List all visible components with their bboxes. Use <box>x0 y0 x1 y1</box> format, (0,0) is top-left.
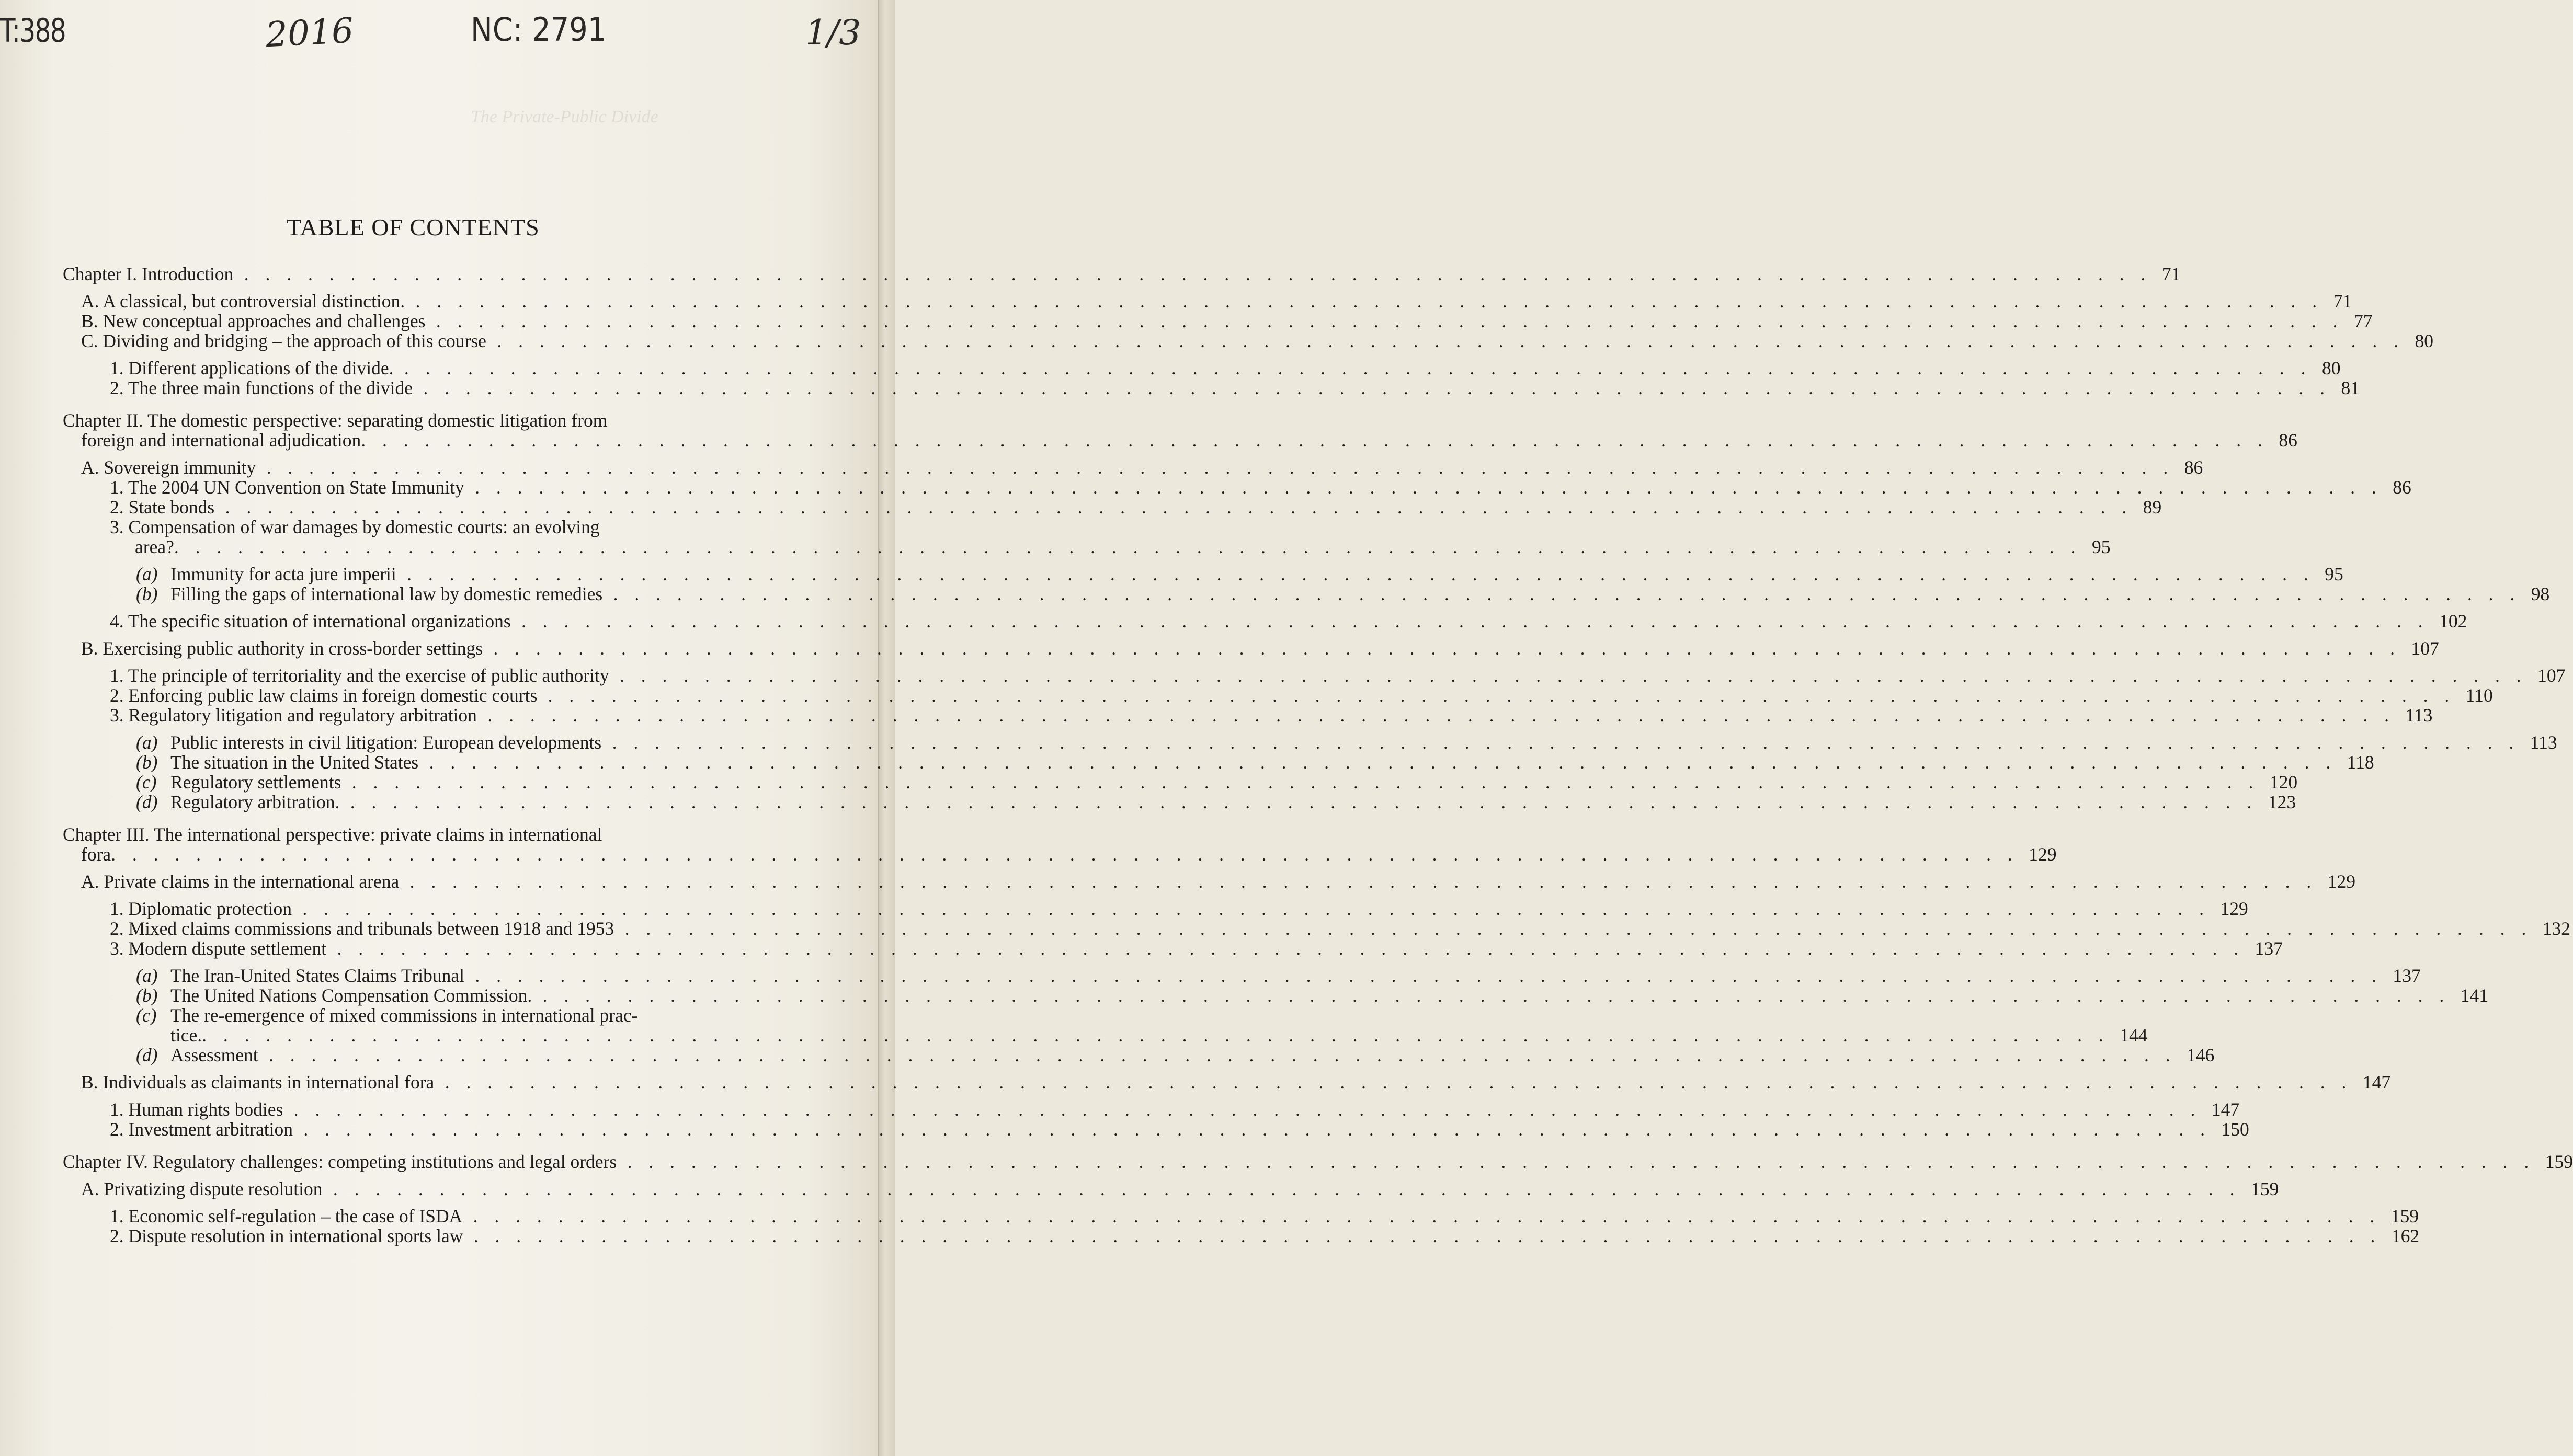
toc-entry-text: A. Private claims in the international arena <box>81 871 400 892</box>
toc-entry <box>58 1206 2419 1226</box>
toc-entry <box>58 1005 2148 1046</box>
toc-entry <box>58 564 2343 584</box>
toc-entry-text: Chapter I. Introduction <box>63 263 234 284</box>
dot-leader: . . . . . . . . . . . . . . . . . . . . . . . . . . . . . . . . . . . . . . . . . . . . . . . . . . . . . . . . . . . . . . . . . . . . . . . . . . . . . . . . . . . . . . . . . . <box>405 291 2323 312</box>
dot-leader: . . . . . . . . . . . . . . . . . . . . . . . . . . . . . . . . . . . . . . . . . . . . . . . . . . . . . . . . . . . . . . . . . . . . . . . . . . . . . . . . . . . . . . . . . . <box>396 564 2315 584</box>
toc-page-number: 110 <box>2465 685 2493 706</box>
toc-entry <box>58 1099 2240 1120</box>
toc-page-number: 137 <box>2393 965 2421 986</box>
toc-page-number: 107 <box>2537 665 2566 686</box>
toc-entry <box>58 497 2162 518</box>
toc-entry-label: (a) <box>136 732 158 753</box>
toc-entry <box>58 985 2488 1006</box>
dot-leader: . . . . . . . . . . . . . . . . . . . . . . . . . . . . . . . . . . . . . . . . . . . . . . . . . . . . . . . . . . . . . . . . . . . . . . . . . . . . . . . . . . . . . . . . . . <box>601 732 2520 753</box>
toc-page-number: 71 <box>2333 291 2352 312</box>
dot-leader: . . . . . . . . . . . . . . . . . . . . . . . . . . . . . . . . . . . . . . . . . . . . . . . . . . . . . . . . . . . . . . . . . . . . . . . . . . . . . . . . . . . . . . . . . . <box>283 1099 2201 1120</box>
toc-entry <box>58 1119 2249 1140</box>
dot-leader: . . . . . . . . . . . . . . . . . . . . . . . . . . . . . . . . . . . . . . . . . . . . . . . . . . . . . . . . . . . . . . . . . . . . . . . . . . . . . . . . . . . . . . . . . . <box>532 985 2450 1006</box>
toc-page-number: 81 <box>2341 377 2360 398</box>
toc-page-number: 123 <box>2268 792 2296 812</box>
toc-entry <box>58 611 2467 632</box>
toc-entry <box>58 358 2341 379</box>
toc-entry-text: Chapter III. The international perspective: private claims in international <box>63 824 602 845</box>
toc-entry-text: The re-emergence of mixed commissions in international prac- <box>170 1005 638 1026</box>
toc-entry <box>58 311 2373 331</box>
dot-leader: . . . . . . . . . . . . . . . . . . . . . . . . . . . . . . . . . . . . . . . . . . . . . . . . . . . . . . . . . . . . . . . . . . . . . . . . . . . . . . . . . . . . . . . . . . <box>258 1045 2177 1065</box>
toc-page-number: 150 <box>2221 1119 2249 1140</box>
toc-entry-text: A. Privatizing dispute resolution <box>81 1178 323 1199</box>
toc-entry-text: The situation in the United States <box>170 752 419 773</box>
toc-page-number: 129 <box>2327 871 2355 892</box>
toc-entry <box>58 1225 2420 1246</box>
toc-entry <box>58 871 2355 892</box>
toc-entry-text: 1. Human rights bodies <box>110 1099 283 1120</box>
handwritten-call-number: T:388 <box>0 12 66 50</box>
page-title: TABLE OF CONTENTS <box>287 214 540 240</box>
toc-entry-label: (c) <box>136 1005 157 1026</box>
toc-entry-text: 1. The 2004 UN Convention on State Immunity <box>110 477 464 498</box>
toc-entry-text: 1. Different applications of the divide. <box>110 358 394 379</box>
toc-page-number: 118 <box>2347 752 2374 773</box>
toc-entry-text: 2. The three main functions of the divide <box>110 377 413 398</box>
toc-entry-label: (d) <box>136 1045 158 1065</box>
dot-leader: . . . . . . . . . . . . . . . . . . . . . . . . . . . . . . . . . . . . . . . . . . . . . . . . . . . . . . . . . . . . . . . . . . . . . . . . . . . . . . . . . . . . . . . . . . <box>425 311 2343 331</box>
dot-leader: . . . . . . . . . . . . . . . . . . . . . . . . . . . . . . . . . . . . . . . . . . . . . . . . . . . . . . . . . . . . . . . . . . . . . . . . . . . . . . . . . . . . . . . . . . <box>464 477 2383 498</box>
dot-leader: . . . . . . . . . . . . . . . . . . . . . . . . . . . . . . . . . . . . . . . . . . . . . . . . . . . . . . . . . . . . . . . . . . . . . . . . . . . . . . . . . . . . . . . . . . <box>537 685 2455 706</box>
toc-entry <box>58 477 2411 498</box>
toc-entry-text: Chapter II. The domestic perspective: separating domestic litigation from <box>63 410 608 431</box>
toc-entry-text: B. Exercising public authority in cross-border settings <box>81 638 483 659</box>
bleed-through-header: The Private-Public Divide <box>471 107 658 127</box>
toc-page-number: 80 <box>2415 330 2433 351</box>
toc-entry-text: 2. Dispute resolution in international sports law <box>110 1225 463 1246</box>
handwritten-volume: 1/3 <box>805 13 861 53</box>
dot-leader: . . . . . . . . . . . . . . . . . . . . . . . . . . . . . . . . . . . . . . . . . . . . . . . . . . . . . . . . . . . . . . . . . . . . . . . . . . . . . . . . . . . . . . . . . . <box>256 457 2174 478</box>
toc-entry-text: 3. Compensation of war damages by domestic courts: an evolving <box>110 517 600 537</box>
dot-leader: . . . . . . . . . . . . . . . . . . . . . . . . . . . . . . . . . . . . . . . . . . . . . . . . . . . . . . . . . . . . . . . . . . . . . . . . . . . . . . . . . . . . . . . . . . <box>463 1225 2381 1246</box>
toc-page-number: 102 <box>2439 611 2467 632</box>
handwritten-nc-number: NC: 2791 <box>471 10 607 49</box>
toc-entry-text: 1. Diplomatic protection <box>110 898 292 919</box>
toc-entry <box>58 638 2439 659</box>
toc-entry-continuation: foreign and international adjudication <box>81 430 361 451</box>
toc-entry-text: 2. Mixed claims commissions and tribunals between 1918 and 1953 <box>110 918 614 939</box>
toc-entry <box>58 330 2433 351</box>
toc-entry-text: 2. Enforcing public law claims in foreign domestic courts <box>110 685 538 706</box>
toc-entry-text: 3. Modern dispute settlement <box>110 938 327 959</box>
toc-entry <box>58 938 2283 959</box>
toc-page-number: 113 <box>2405 705 2433 726</box>
toc-page-number: 147 <box>2211 1099 2240 1120</box>
dot-leader: . . . . . . . . . . . . . . . . . . . . . . . . . . . . . . . . . . . . . . . . . . . . . . . . . . . . . . . . . . . . . . . . . . . . . . . . . . . . . . . . . . . . . . . . . . <box>174 536 2081 557</box>
dot-leader: . . . . . . . . . . . . . . . . . . . . . . . . . . . . . . . . . . . . . . . . . . . . . . . . . . . . . . . . . . . . . . . . . . . . . . . . . . . . . . . . . . . . . . . . . . <box>292 1119 2211 1140</box>
toc-entry <box>58 1045 2215 1065</box>
dot-leader: . . . . . . . . . . . . . . . . . . . . . . . . . . . . . . . . . . . . . . . . . . . . . . . . . . . . . . . . . . . . . . . . . . . . . . . . . . . . . . . . . . . . . . . . . . <box>434 1072 2352 1093</box>
toc-page-number: 137 <box>2255 938 2283 959</box>
dot-leader: . . . . . . . . . . . . . . . . . . . . . . . . . . . . . . . . . . . . . . . . . . . . . . . . . . . . . . . . . . . . . . . . . . . . . . . . . . . . . . . . . . . . . . . . . . <box>413 377 2331 398</box>
toc-entry-text: B. Individuals as claimants in international fora <box>81 1072 435 1093</box>
toc-page-number: 141 <box>2460 985 2488 1006</box>
toc-entry-text: 4. The specific situation of international organizations <box>110 611 511 632</box>
dot-leader: . . . . . . . . . . . . . . . . . . . . . . . . . . . . . . . . . . . . . . . . . . . . . . . . . . . . . . . . . . . . . . . . . . . . . . . . . . . . . . . . . . . . . . . . . . <box>339 792 2258 812</box>
dot-leader: . . . . . . . . . . . . . . . . . . . . . . . . . . . . . . . . . . . . . . . . . . . . . . . . . . . . . . . . . . . . . . . . . . . . . . . . . . . . . . . . . . . . . . . . . . <box>602 583 2521 604</box>
toc-entry <box>58 898 2248 919</box>
dot-leader: . . . . . . . . . . . . . . . . . . . . . . . . . . . . . . . . . . . . . . . . . . . . . . . . . . . . . . . . . . . . . . . . . . . . . . . . . . . . . . . . . . . . . . . . . . <box>418 752 2337 773</box>
dot-leader: . . . . . . . . . . . . . . . . . . . . . . . . . . . . . . . . . . . . . . . . . . . . . . . . . . . . . . . . . . . . . . . . . . . . . . . . . . . . . . . . . . . . . . . . . . <box>393 358 2312 379</box>
toc-page-number: 98 <box>2531 583 2550 604</box>
toc-entry-text: C. Dividing and bridging – the approach of this course <box>81 330 486 351</box>
dot-leader: . . . . . . . . . . . . . . . . . . . . . . . . . . . . . . . . . . . . . . . . . . . . . . . . . . . . . . . . . . . . . . . . . . . . . . . . . . . . . . . . . . . . . . . . . . <box>609 665 2528 686</box>
toc-page-number: 71 <box>2161 263 2181 284</box>
toc-page-number: 159 <box>2545 1151 2573 1172</box>
toc-entry <box>58 583 2550 604</box>
toc-entry <box>58 377 2360 398</box>
toc-entry-text: A. Sovereign immunity <box>81 457 256 478</box>
toc-page-number: 113 <box>2530 732 2557 753</box>
toc-entry <box>58 705 2433 726</box>
toc-entry-text: Chapter IV. Regulatory challenges: competing institutions and legal orders <box>63 1151 617 1172</box>
toc-entry <box>58 732 2557 753</box>
toc-entry-text: Immunity for acta jure imperii <box>170 564 396 584</box>
toc-entry-label: (a) <box>136 965 158 986</box>
toc-chapter-entry <box>58 824 2057 865</box>
toc-entry <box>58 1178 2279 1199</box>
dot-leader: . . . . . . . . . . . . . . . . . . . . . . . . . . . . . . . . . . . . . . . . . . . . . . . . . . . . . . . . . . . . . . . . . . . . . . . . . . . . . . . . . . . . . . . . . . <box>486 330 2405 351</box>
toc-entry-label: (a) <box>136 564 158 584</box>
dot-leader: . . . . . . . . . . . . . . . . . . . . . . . . . . . . . . . . . . . . . . . . . . . . . . . . . . . . . . . . . . . . . . . . . . . . . . . . . . . . . . . . . . . . . . . . . . <box>462 1206 2381 1226</box>
toc-entry <box>58 772 2298 793</box>
toc-entry-continuation: tice. <box>170 1025 202 1046</box>
toc-page-number: 144 <box>2120 1025 2148 1046</box>
toc-entry-label: (c) <box>136 772 157 793</box>
dot-leader: . . . . . . . . . . . . . . . . . . . . . . . . . . . . . . . . . . . . . . . . . . . . . . . . . . . . . . . . . . . . . . . . . . . . . . . . . . . . . . . . . . . . . . . . . . <box>483 638 2401 659</box>
toc-page-number: 159 <box>2250 1178 2279 1199</box>
toc-entry <box>58 792 2296 812</box>
toc-entry-continuation: area? <box>135 536 174 557</box>
toc-page-number: 95 <box>2325 564 2343 584</box>
toc-entry <box>58 752 2374 773</box>
toc-page-number: 162 <box>2391 1225 2420 1246</box>
toc-page-number: 129 <box>2029 844 2057 865</box>
dot-leader: . . . . . . . . . . . . . . . . . . . . . . . . . . . . . . . . . . . . . . . . . . . . . . . . . . . . . . . . . . . . . . . . . . . . . . . . . . . . . . . . . . . . . . . . . . <box>361 430 2269 451</box>
toc-entry <box>58 1072 2391 1093</box>
toc-entry <box>58 665 2566 686</box>
toc-entry <box>58 291 2352 312</box>
toc-entry-text: 1. Economic self-regulation – the case of ISDA <box>110 1206 463 1226</box>
toc-entry-text: Filling the gaps of international law by domestic remedies <box>170 583 603 604</box>
toc-page-number: 80 <box>2322 358 2341 379</box>
toc-page-number: 120 <box>2269 772 2298 793</box>
dot-leader: . . . . . . . . . . . . . . . . . . . . . . . . . . . . . . . . . . . . . . . . . . . . . . . . . . . . . . . . . . . . . . . . . . . . . . . . . . . . . . . . . . . . . . . . . . <box>617 1151 2535 1172</box>
toc-page-number: 132 <box>2542 918 2571 939</box>
dot-leader: . . . . . . . . . . . . . . . . . . . . . . . . . . . . . . . . . . . . . . . . . . . . . . . . . . . . . . . . . . . . . . . . . . . . . . . . . . . . . . . . . . . . . . . . . . <box>326 938 2245 959</box>
dot-leader: . . . . . . . . . . . . . . . . . . . . . . . . . . . . . . . . . . . . . . . . . . . . . . . . . . . . . . . . . . . . . . . . . . . . . . . . . . . . . . . . . . . . . . . . . . <box>233 263 2151 284</box>
table-of-contents <box>58 263 2573 1246</box>
toc-entry-label: (b) <box>136 752 158 773</box>
dot-leader: . . . . . . . . . . . . . . . . . . . . . . . . . . . . . . . . . . . . . . . . . . . . . . . . . . . . . . . . . . . . . . . . . . . . . . . . . . . . . . . . . . . . . . . . . . <box>202 1025 2110 1046</box>
dot-leader: . . . . . . . . . . . . . . . . . . . . . . . . . . . . . . . . . . . . . . . . . . . . . . . . . . . . . . . . . . . . . . . . . . . . . . . . . . . . . . . . . . . . . . . . . . <box>322 1178 2240 1199</box>
dot-leader: . . . . . . . . . . . . . . . . . . . . . . . . . . . . . . . . . . . . . . . . . . . . . . . . . . . . . . . . . . . . . . . . . . . . . . . . . . . . . . . . . . . . . . . . . . <box>341 772 2259 793</box>
toc-entry-label: (d) <box>136 792 158 812</box>
toc-entry-label: (b) <box>136 583 158 604</box>
toc-entry-text: Public interests in civil litigation: European developments <box>170 732 602 753</box>
toc-entry <box>58 685 2493 706</box>
toc-page-number: 159 <box>2390 1206 2419 1226</box>
toc-page-number: 86 <box>2184 457 2203 478</box>
toc-entry <box>58 517 2111 557</box>
toc-entry-text: 1. The principle of territoriality and the exercise of public authority <box>110 665 609 686</box>
toc-entry-text: The Iran-United States Claims Tribunal <box>170 965 465 986</box>
handwritten-year: 2016 <box>265 10 355 55</box>
dot-leader: . . . . . . . . . . . . . . . . . . . . . . . . . . . . . . . . . . . . . . . . . . . . . . . . . . . . . . . . . . . . . . . . . . . . . . . . . . . . . . . . . . . . . . . . . . <box>510 611 2429 632</box>
toc-entry <box>58 457 2203 478</box>
toc-entry <box>58 918 2571 939</box>
toc-page-number: 86 <box>2279 430 2297 451</box>
toc-entry-text: A. A classical, but controversial distinction. <box>81 291 405 312</box>
toc-page-number: 89 <box>2143 497 2162 518</box>
toc-entry-text: Regulatory arbitration. <box>170 792 340 812</box>
toc-page-number: 95 <box>2091 536 2111 557</box>
dot-leader: . . . . . . . . . . . . . . . . . . . . . . . . . . . . . . . . . . . . . . . . . . . . . . . . . . . . . . . . . . . . . . . . . . . . . . . . . . . . . . . . . . . . . . . . . . <box>214 497 2133 518</box>
toc-entry-text: B. New conceptual approaches and challenges <box>81 311 426 331</box>
toc-entry-text: Assessment <box>170 1045 258 1065</box>
toc-page-number: 86 <box>2393 477 2411 498</box>
toc-entry-text: 2. Investment arbitration <box>110 1119 293 1140</box>
toc-page-number: 107 <box>2411 638 2439 659</box>
dot-leader: . . . . . . . . . . . . . . . . . . . . . . . . . . . . . . . . . . . . . . . . . . . . . . . . . . . . . . . . . . . . . . . . . . . . . . . . . . . . . . . . . . . . . . . . . . <box>111 844 2019 865</box>
dot-leader: . . . . . . . . . . . . . . . . . . . . . . . . . . . . . . . . . . . . . . . . . . . . . . . . . . . . . . . . . . . . . . . . . . . . . . . . . . . . . . . . . . . . . . . . . . <box>476 705 2395 726</box>
toc-page-number: 146 <box>2187 1045 2215 1065</box>
toc-chapter-entry <box>58 410 2297 451</box>
toc-page-number: 147 <box>2362 1072 2391 1093</box>
toc-entry-text: Regulatory settlements <box>170 772 341 793</box>
toc-chapter-entry <box>58 1151 2573 1172</box>
toc-entry-text: The United Nations Compensation Commission. <box>170 985 532 1006</box>
toc-entry-text: 2. State bonds <box>110 497 215 518</box>
toc-entry <box>58 965 2421 986</box>
dot-leader: . . . . . . . . . . . . . . . . . . . . . . . . . . . . . . . . . . . . . . . . . . . . . . . . . . . . . . . . . . . . . . . . . . . . . . . . . . . . . . . . . . . . . . . . . . <box>464 965 2383 986</box>
toc-entry-continuation: fora <box>81 844 111 865</box>
dot-leader: . . . . . . . . . . . . . . . . . . . . . . . . . . . . . . . . . . . . . . . . . . . . . . . . . . . . . . . . . . . . . . . . . . . . . . . . . . . . . . . . . . . . . . . . . . <box>614 918 2532 939</box>
toc-page-number: 77 <box>2353 311 2373 331</box>
toc-entry-label: (b) <box>136 985 158 1006</box>
dot-leader: . . . . . . . . . . . . . . . . . . . . . . . . . . . . . . . . . . . . . . . . . . . . . . . . . . . . . . . . . . . . . . . . . . . . . . . . . . . . . . . . . . . . . . . . . . <box>399 871 2317 892</box>
toc-entry-text: 3. Regulatory litigation and regulatory arbitration <box>110 705 477 726</box>
toc-page-number: 129 <box>2220 898 2248 919</box>
dot-leader: . . . . . . . . . . . . . . . . . . . . . . . . . . . . . . . . . . . . . . . . . . . . . . . . . . . . . . . . . . . . . . . . . . . . . . . . . . . . . . . . . . . . . . . . . . <box>292 898 2210 919</box>
toc-chapter-entry <box>58 263 2181 284</box>
